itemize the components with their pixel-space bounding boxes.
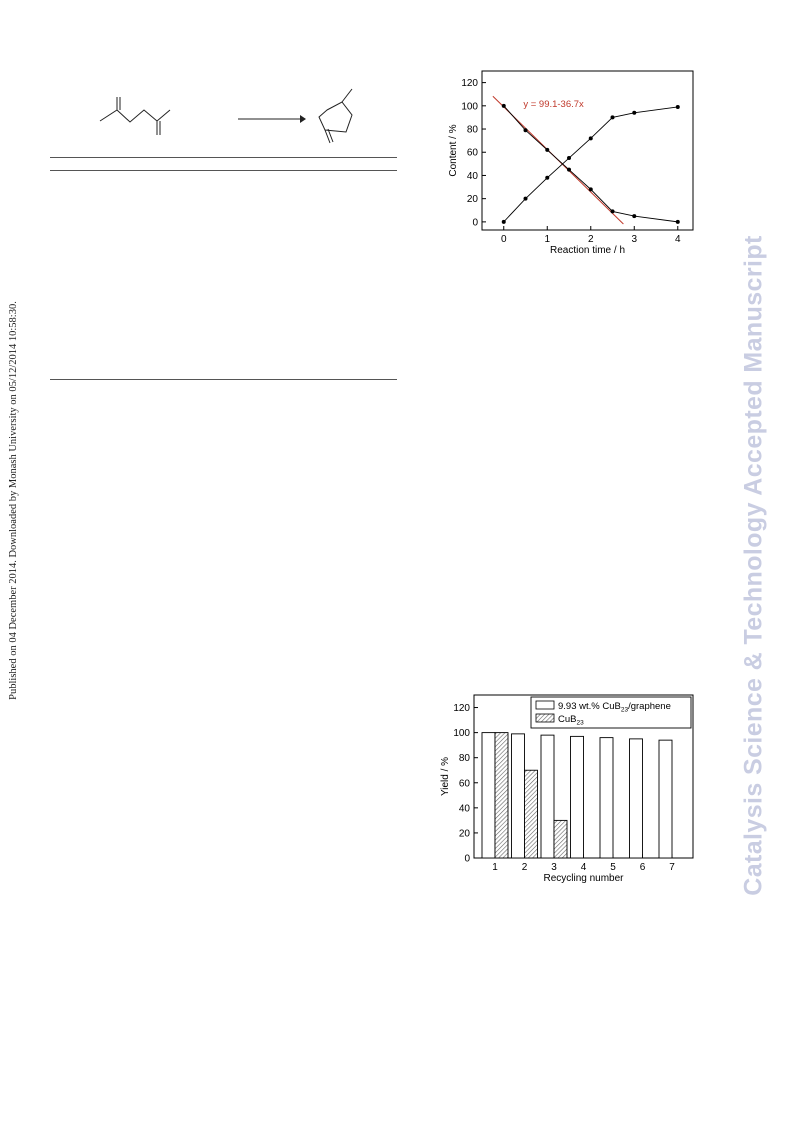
y-axis-label: Content / % xyxy=(448,124,459,177)
data-point xyxy=(524,128,528,132)
y-tick-label-2: 40 xyxy=(458,803,470,815)
bar-series-1 xyxy=(495,733,508,858)
table-bottom-rule xyxy=(50,379,397,380)
bar-series-1 xyxy=(525,770,538,858)
y-tick-label-0: 0 xyxy=(464,853,470,865)
x-tick-label-4: 5 xyxy=(610,862,616,873)
x-tick-label-3: 4 xyxy=(580,862,587,873)
data-point xyxy=(545,176,549,180)
bar-series-0 xyxy=(600,738,613,858)
data-point xyxy=(632,214,636,218)
bar-series-1 xyxy=(554,820,567,858)
table-header-rule xyxy=(50,170,397,171)
bar-series-0 xyxy=(571,736,584,858)
y-tick-label-2: 40 xyxy=(466,170,478,182)
y-tick-label-1: 20 xyxy=(466,194,478,206)
data-point xyxy=(502,220,506,224)
reaction-arrow xyxy=(238,115,306,123)
y-tick-label-6: 120 xyxy=(453,703,470,715)
x-tick-label-1: 1 xyxy=(544,234,551,245)
x-tick-label-3: 3 xyxy=(631,234,638,245)
bar-series-0 xyxy=(541,735,554,858)
reactant-structure xyxy=(100,97,170,135)
bar-series-0 xyxy=(630,739,643,858)
recycling-yield-chart xyxy=(425,685,725,890)
x-tick-label-5: 6 xyxy=(639,862,646,873)
publication-side-note xyxy=(2,300,24,700)
plot-frame xyxy=(482,71,693,230)
y-tick-label-0: 0 xyxy=(472,217,478,229)
x-tick-label-4: 4 xyxy=(674,234,681,245)
y-tick-label-1: 20 xyxy=(458,828,470,840)
legend-swatch-1 xyxy=(536,714,554,722)
legend-swatch-0 xyxy=(536,701,554,709)
y-axis-label: Yield / % xyxy=(440,756,451,797)
legend-label-1: CuB$_{23}$ xyxy=(558,714,584,727)
x-tick-label-0: 1 xyxy=(492,862,498,873)
x-tick-label-0: 0 xyxy=(500,234,507,245)
x-axis-label: Recycling number xyxy=(543,873,624,884)
watermark-text: Catalysis Science & Technology Accepted Manuscript xyxy=(739,234,768,896)
content-time-chart xyxy=(425,60,725,260)
legend-label-0: 9.93 wt.% CuB$_{23}$/graphene xyxy=(558,701,671,714)
series-line-0 xyxy=(504,106,678,222)
data-point xyxy=(676,220,680,224)
x-tick-label-2: 2 xyxy=(587,234,594,245)
y-tick-label-4: 80 xyxy=(466,124,478,136)
x-tick-label-6: 7 xyxy=(669,862,675,873)
y-tick-label-3: 60 xyxy=(458,778,470,790)
table-top-rule xyxy=(50,157,397,158)
product-methyl xyxy=(342,89,352,102)
series-line-1 xyxy=(504,107,678,222)
data-point xyxy=(567,156,571,160)
data-point xyxy=(589,136,593,140)
product-ring xyxy=(319,102,352,132)
data-point xyxy=(632,111,636,115)
bar-series-0 xyxy=(512,734,525,858)
data-point xyxy=(611,115,615,119)
reactant-double-bond-2 xyxy=(157,121,160,135)
chart-legend xyxy=(531,697,691,728)
y-tick-label-4: 80 xyxy=(458,753,470,765)
side-note-text: Published on 04 December 2014. Downloaded by Monash University on 05/12/2014 10:58:30. xyxy=(7,300,19,700)
data-point xyxy=(502,104,506,108)
reaction-scheme xyxy=(90,55,390,155)
bar-series-0 xyxy=(659,740,672,858)
bar-series-0 xyxy=(482,733,495,858)
data-point xyxy=(589,187,593,191)
y-tick-label-5: 100 xyxy=(453,728,470,740)
data-point xyxy=(567,168,571,172)
reactant-double-bond-1 xyxy=(117,97,120,110)
reactant-chain xyxy=(100,110,170,122)
data-point xyxy=(545,148,549,152)
product-structure xyxy=(319,89,352,143)
x-tick-label-2: 3 xyxy=(551,862,557,873)
data-point xyxy=(524,197,528,201)
y-tick-label-3: 60 xyxy=(466,147,478,159)
y-tick-label-6: 120 xyxy=(461,78,478,90)
x-tick-label-1: 2 xyxy=(521,862,528,873)
y-tick-label-5: 100 xyxy=(461,101,478,113)
data-point xyxy=(611,209,615,213)
journal-watermark xyxy=(729,125,779,1005)
fit-equation-label: y = 99.1-36.7x xyxy=(523,98,584,110)
data-point xyxy=(676,105,680,109)
x-axis-label: Reaction time / h xyxy=(549,245,626,256)
